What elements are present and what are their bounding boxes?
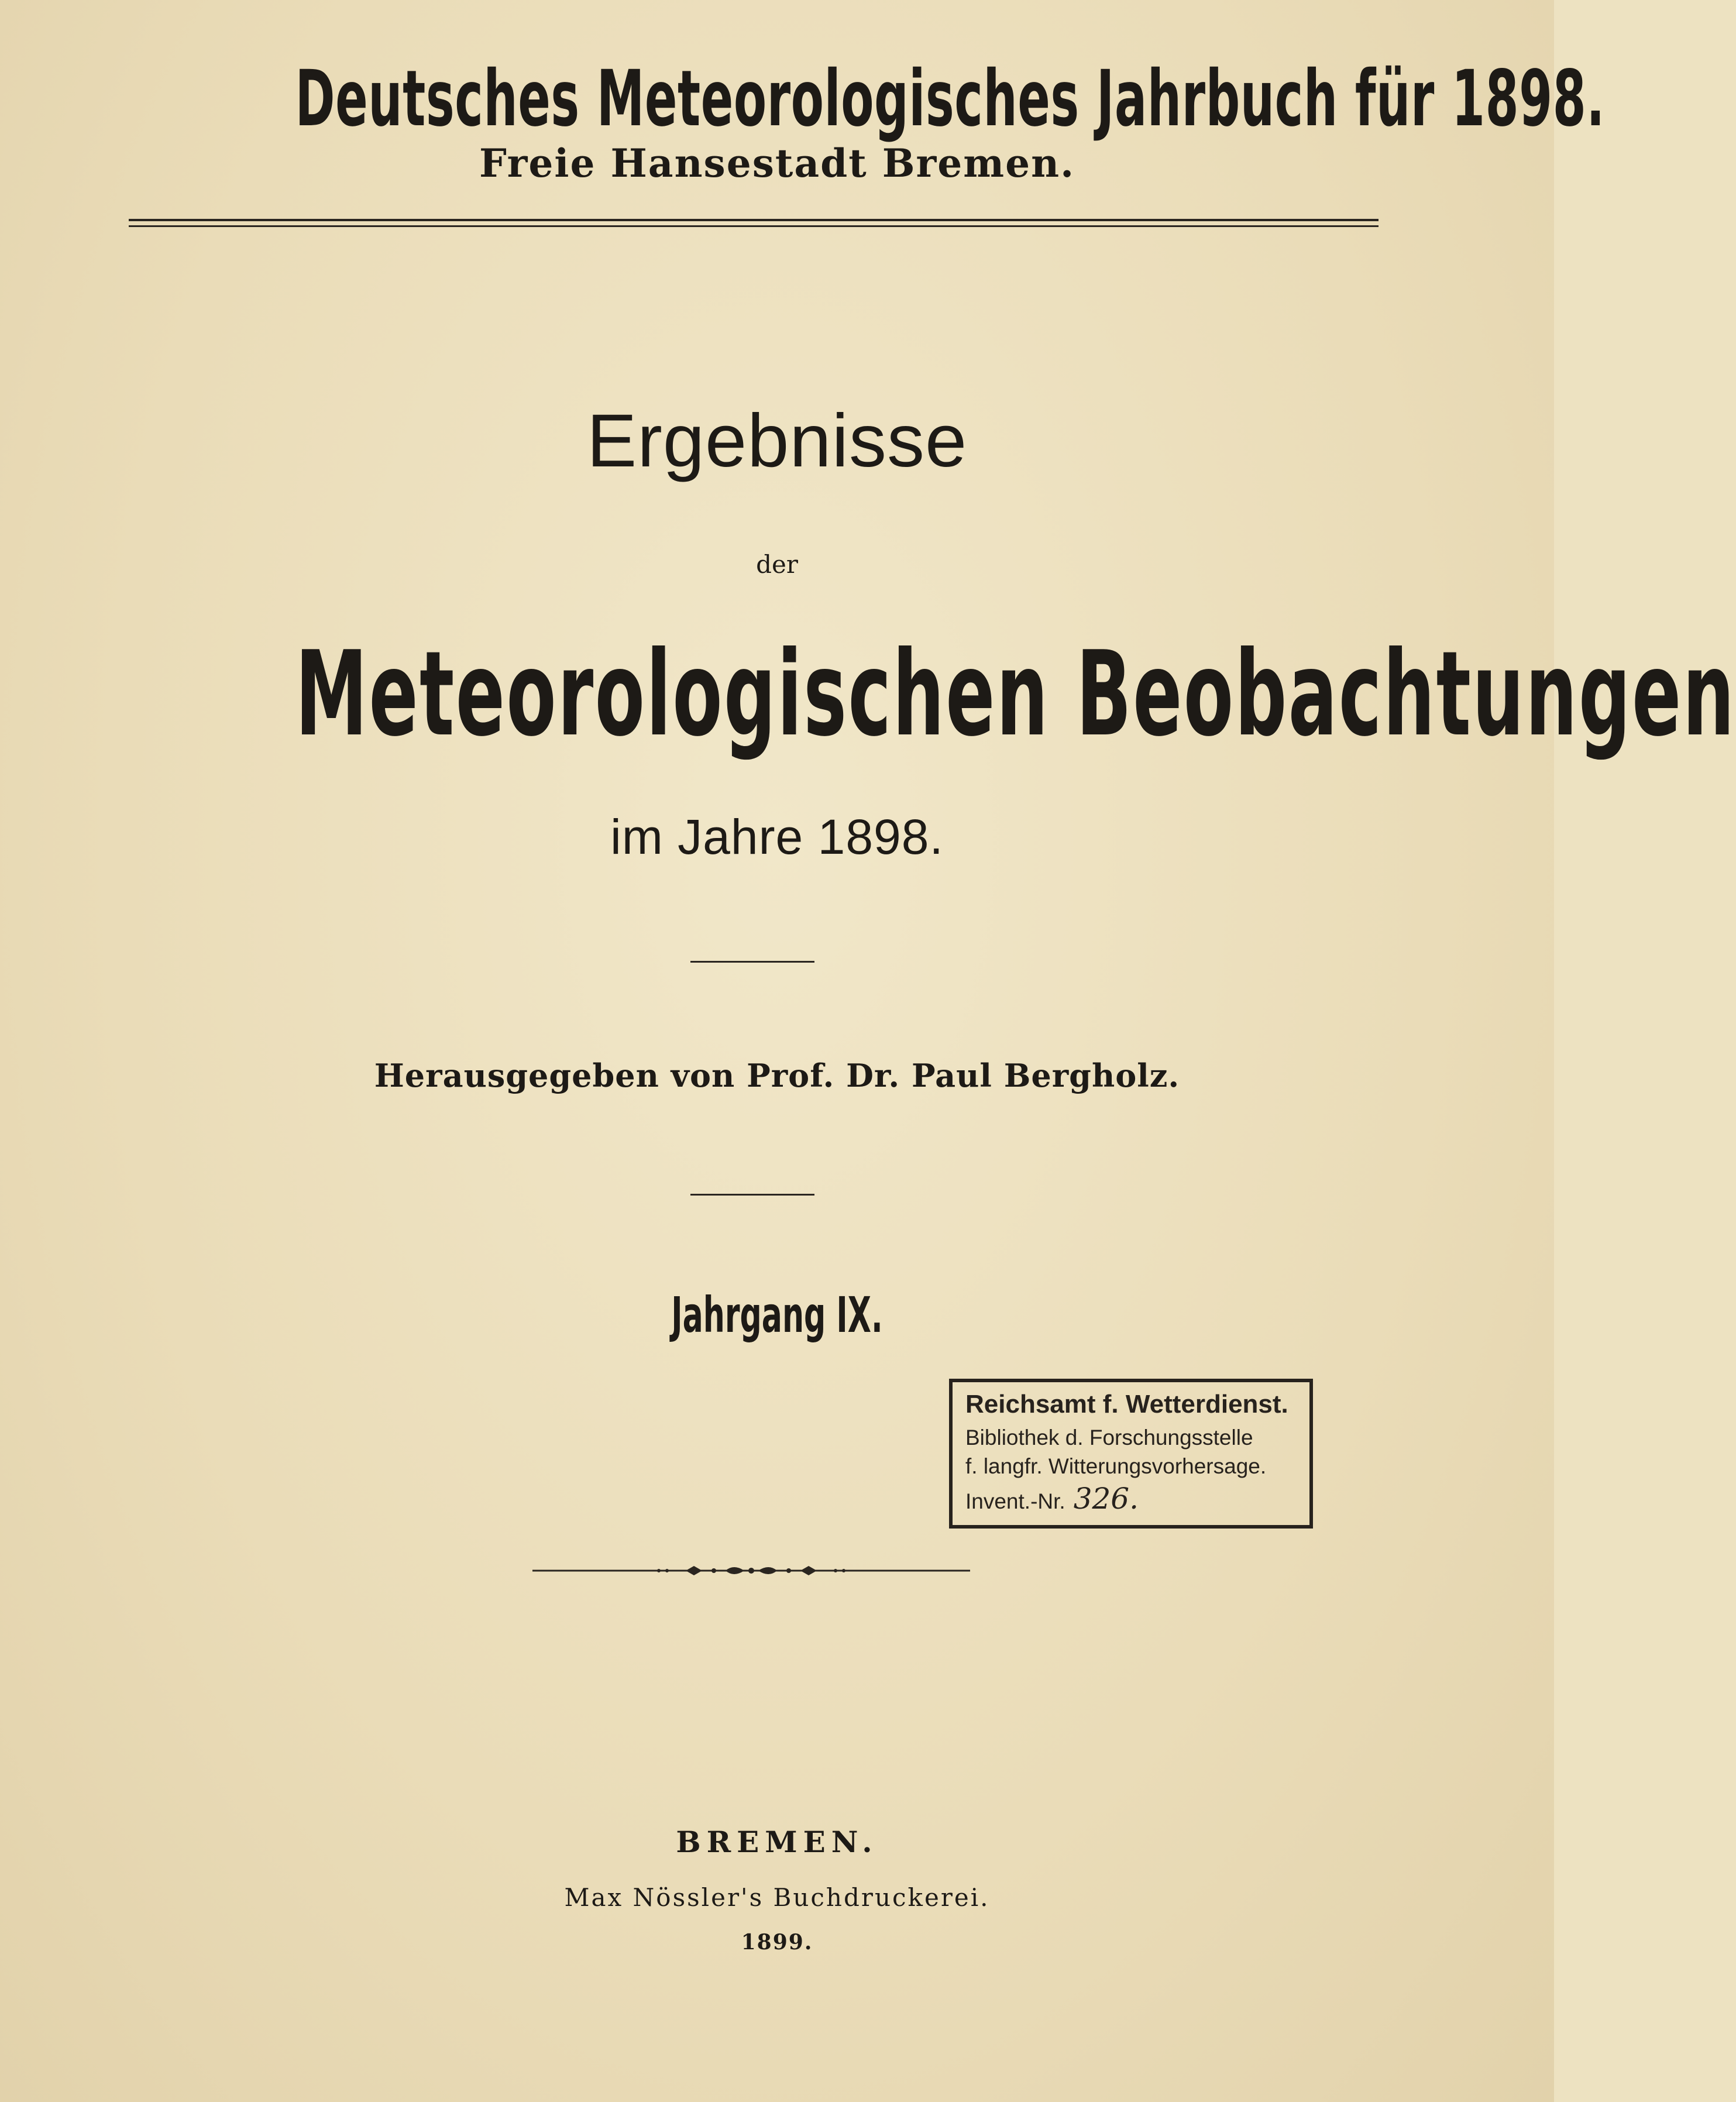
- separator-rule: [690, 961, 814, 963]
- volume-label: Jahrgang IX.: [671, 1286, 883, 1344]
- publisher-name: Max Nössler's Buchdruckerei.: [564, 1883, 990, 1912]
- main-title: Meteorologischen Beobachtungen: [295, 626, 1736, 763]
- main-year-line: im Jahre 1898.: [610, 809, 944, 864]
- journal-subtitle: Freie Hansestadt Bremen.: [479, 140, 1075, 186]
- publication-year: 1899.: [741, 1930, 813, 1955]
- stamp-department: f. langfr. Witterungsvorhersage.: [965, 1454, 1267, 1478]
- stamp-inventory: [965, 1482, 1301, 1516]
- editor-line: Herausgegeben von Prof. Dr. Paul Bergholz.: [374, 1057, 1180, 1094]
- stamp-inventory-label: Invent.-Nr.: [965, 1489, 1065, 1513]
- ornament-rule: [532, 1559, 970, 1582]
- publisher-city: BREMEN.: [676, 1825, 878, 1859]
- library-stamp: [949, 1379, 1313, 1529]
- stamp-institution: Reichsamt f. Wetterdienst.: [965, 1390, 1288, 1418]
- header-double-rule: [129, 219, 1379, 227]
- main-heading: Ergebnisse: [586, 399, 968, 483]
- journal-title: Deutsches Meteorologisches Jahrbuch für 1898.: [295, 54, 1606, 144]
- separator-rule: [690, 1194, 814, 1196]
- stamp-inventory-number: 326.: [1073, 1482, 1139, 1516]
- stamp-library: Bibliothek d. Forschungsstelle: [965, 1426, 1253, 1450]
- main-connector: der: [756, 550, 798, 579]
